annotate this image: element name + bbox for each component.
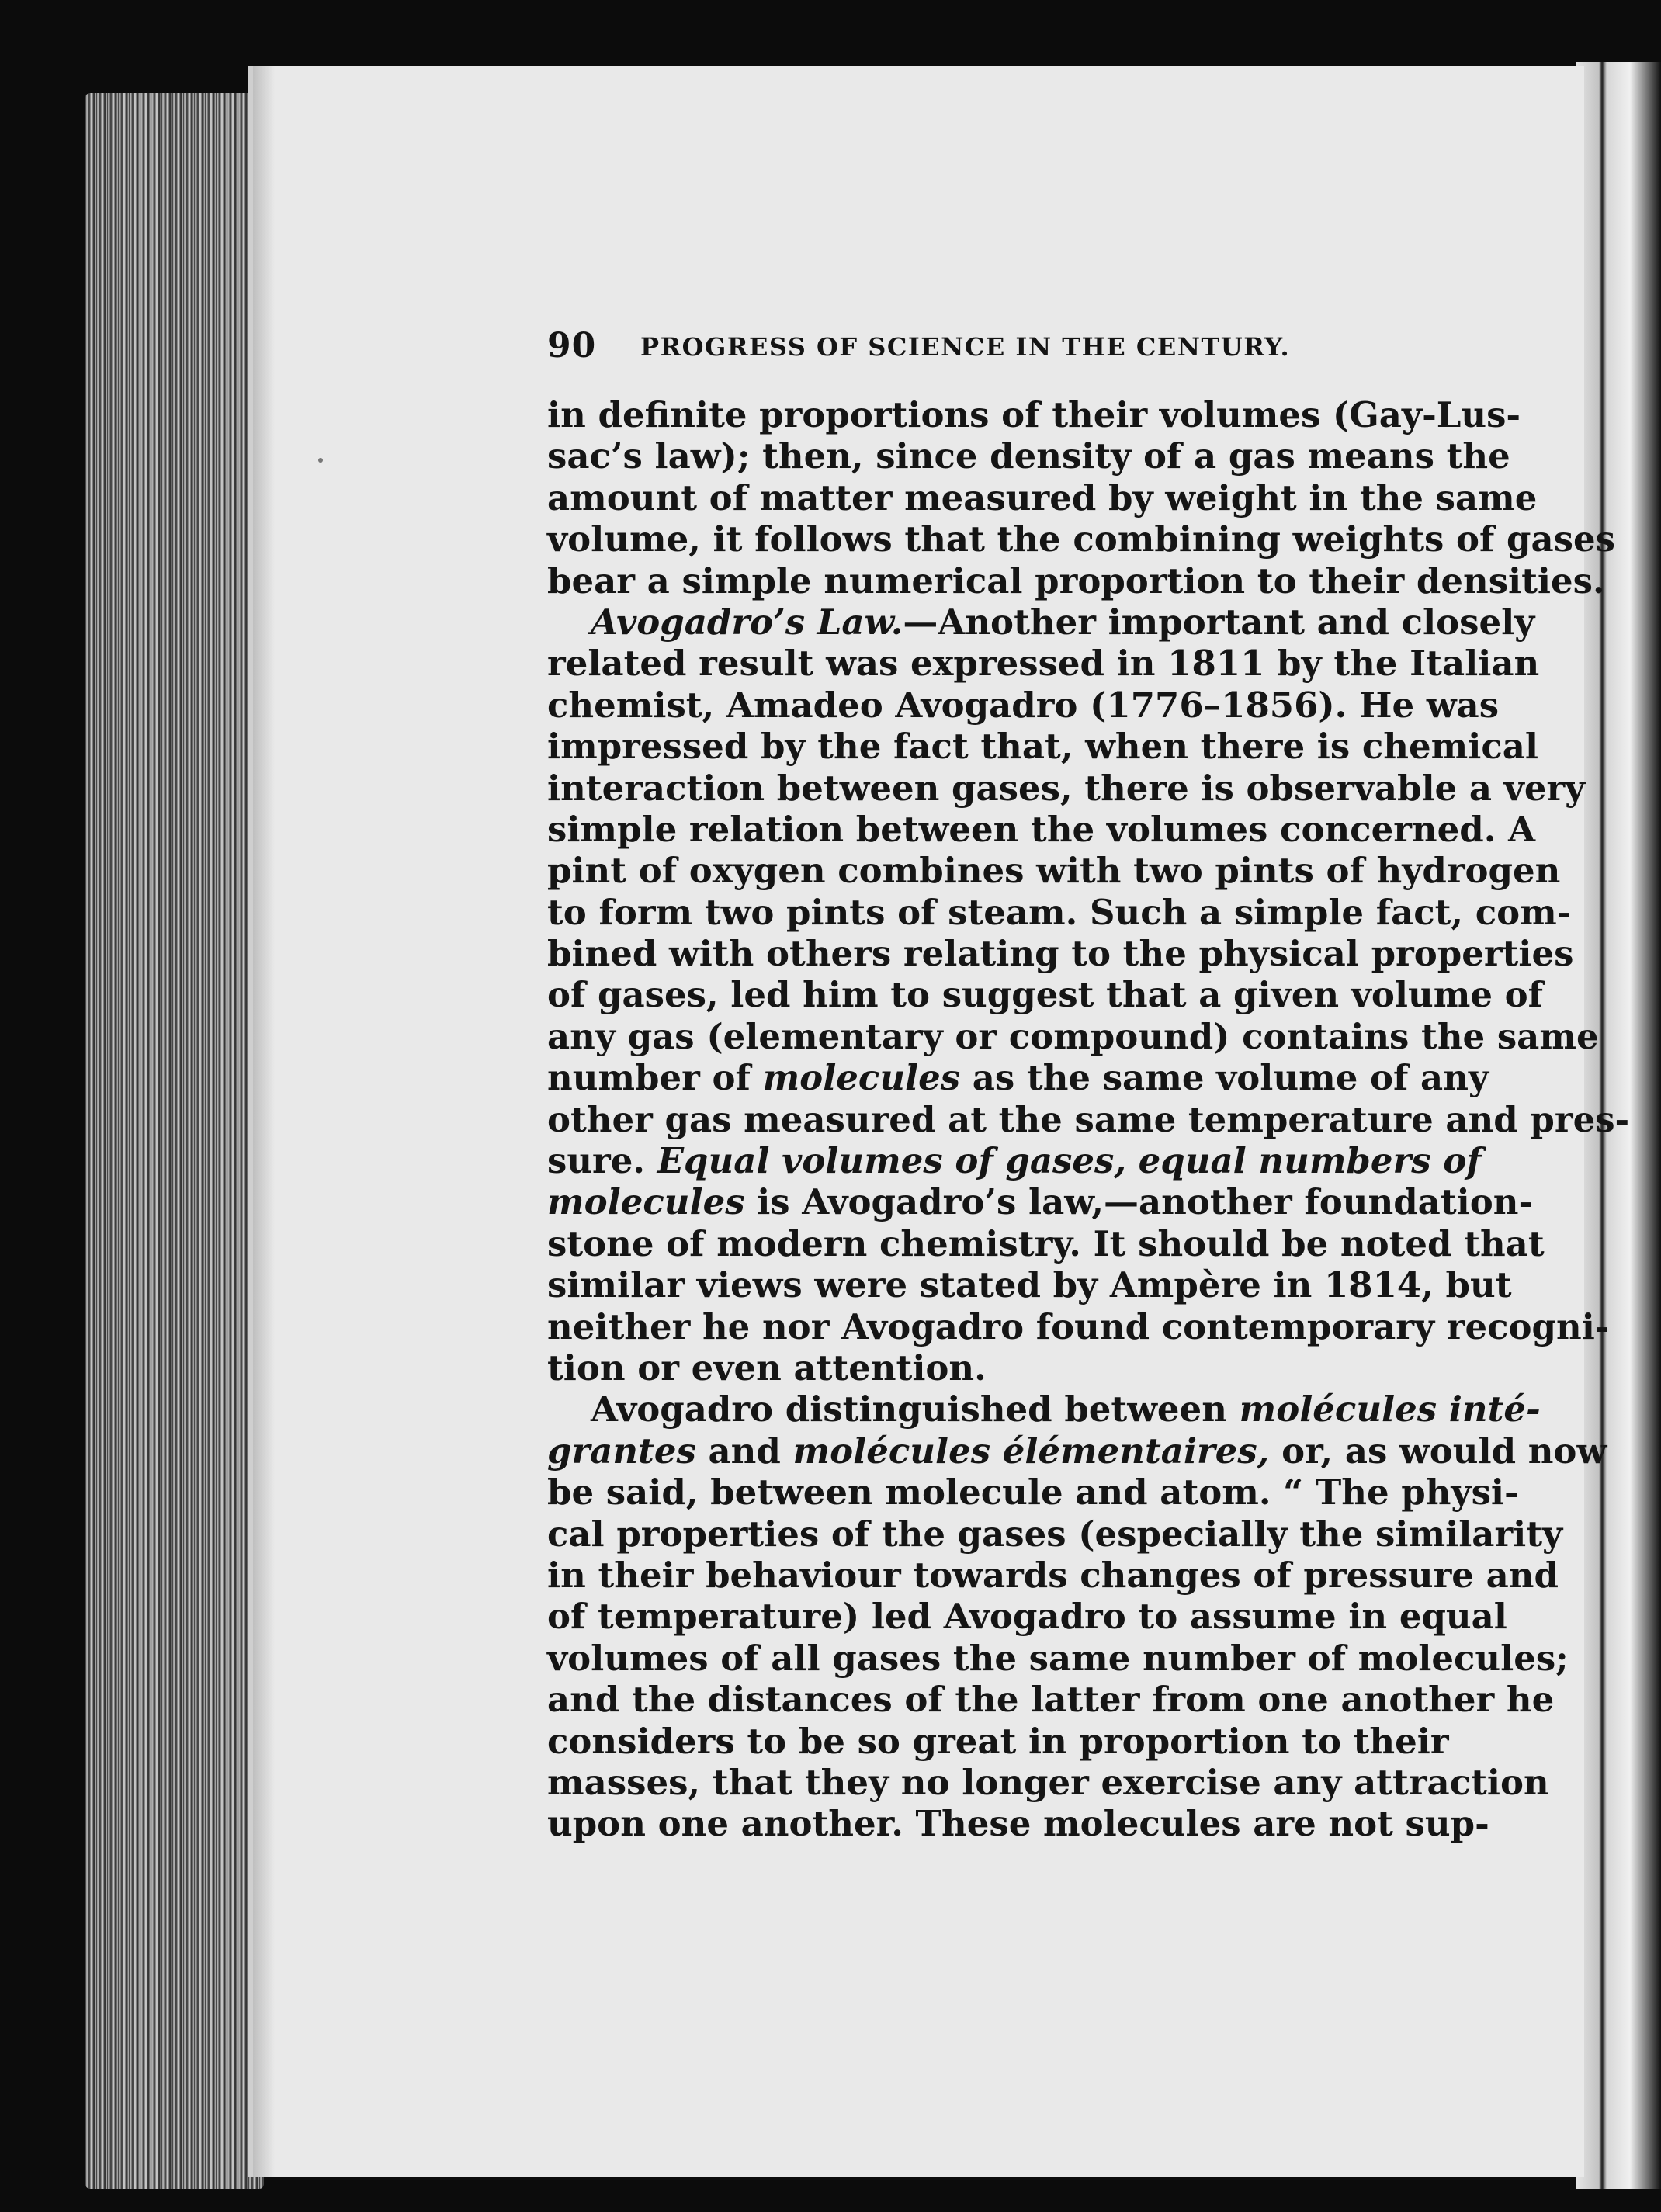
text-segment: is Avogadro’s law,—another foundation- — [744, 1181, 1534, 1223]
text-segment: upon one another. These molecules are not sup- — [547, 1803, 1489, 1845]
text-segment: bined with others relating to the physical properties — [547, 933, 1574, 975]
page-number: 90 — [547, 326, 597, 366]
text-line — [547, 435, 1510, 477]
text-line — [547, 518, 1615, 560]
text-segment: similar views were stated by Ampère in 1814, but — [547, 1264, 1512, 1306]
text-segment: Avogadro distinguished between — [591, 1389, 1240, 1430]
text-segment: considers to be so great in proportion to their — [547, 1720, 1449, 1762]
text-segment: in their behaviour towards changes of pressure and — [547, 1554, 1559, 1596]
text-line — [547, 1264, 1512, 1306]
scan-speck — [318, 458, 323, 463]
text-line — [547, 1140, 1482, 1182]
text-line — [547, 1679, 1555, 1721]
text-segment: related result was expressed in 1811 by the Italian — [547, 643, 1540, 685]
italic-text: molécules élémentaires, — [792, 1430, 1270, 1472]
italic-text: Avogadro’s Law. — [591, 601, 903, 643]
text-segment: stone of modern chemistry. It should be noted that — [547, 1222, 1545, 1264]
text-segment: other gas measured at the same temperature and pres- — [547, 1098, 1630, 1140]
text-segment: volumes of all gases the same number of molecules; — [547, 1637, 1569, 1679]
text-segment: of gases, led him to suggest that a given volume of — [547, 974, 1544, 1016]
text-line — [547, 1430, 1607, 1472]
text-segment: cal properties of the gases (especially the similarity — [547, 1513, 1563, 1555]
italic-text: grantes — [547, 1430, 696, 1472]
text-segment: be said, between molecule and atom. “ The physi- — [547, 1472, 1519, 1513]
text-segment: impressed by the fact that, when there is chemical — [547, 726, 1538, 768]
text-segment: —Another important and closely — [903, 601, 1535, 643]
text-segment: tion or even attention. — [547, 1347, 987, 1389]
text-line — [547, 684, 1500, 726]
text-segment: masses, that they no longer exercise any attraction — [547, 1761, 1549, 1803]
text-line — [547, 1347, 1448, 1389]
text-line — [547, 1554, 1559, 1596]
text-line — [547, 394, 1521, 435]
text-segment: number of — [547, 1057, 763, 1099]
text-line — [547, 808, 1535, 850]
text-segment: interaction between gases, there is observable a very — [547, 767, 1586, 809]
text-segment: any gas (elementary or compound) contains the same — [547, 1015, 1599, 1057]
text-line — [547, 1761, 1549, 1803]
text-segment: of temperature) led Avogadro to assume in equal — [547, 1596, 1507, 1638]
text-line — [547, 1389, 1541, 1430]
text-line — [547, 643, 1540, 685]
text-line — [547, 477, 1538, 518]
text-segment: or, as would now — [1269, 1430, 1607, 1472]
text-segment: pint of oxygen combines with two pints of hydrogen — [547, 850, 1561, 892]
text-line — [547, 601, 1535, 643]
text-segment: and — [695, 1430, 793, 1472]
text-segment: bear a simple numerical proportion to their densities. — [547, 560, 1605, 602]
text-segment: sure. — [547, 1140, 657, 1182]
text-segment: volume, it follows that the combining weights of gases — [547, 518, 1615, 560]
text-segment: chemist, Amadeo Avogadro (1776–1856). He was — [547, 684, 1500, 726]
italic-text: molecules — [547, 1181, 745, 1223]
text-line — [547, 1472, 1519, 1513]
text-segment: to form two pints of steam. Such a simple fact, com- — [547, 891, 1572, 933]
text-line — [547, 1222, 1545, 1264]
gutter-shadow — [253, 66, 275, 2177]
text-line — [547, 560, 1605, 602]
body-text — [547, 394, 1630, 1845]
text-line — [547, 974, 1544, 1016]
italic-text: Equal volumes of gases, equal numbers of — [657, 1140, 1482, 1182]
italic-text: molecules — [762, 1057, 961, 1099]
text-segment: amount of matter measured by weight in the same — [547, 477, 1538, 518]
text-segment: as the same volume of any — [960, 1057, 1489, 1099]
text-segment: and the distances of the latter from one another he — [547, 1679, 1555, 1721]
text-line — [547, 1721, 1448, 1762]
page-header — [547, 326, 1448, 373]
italic-text: molécules inté- — [1239, 1389, 1541, 1430]
text-segment: sac’s law); then, since density of a gas means the — [547, 435, 1510, 477]
text-line — [547, 850, 1561, 892]
text-line — [547, 933, 1574, 975]
text-line — [547, 1803, 1489, 1845]
text-line — [547, 1098, 1630, 1140]
text-line — [547, 767, 1586, 809]
book-page-edges — [85, 93, 264, 2189]
text-line — [547, 1181, 1534, 1223]
text-line — [547, 1637, 1569, 1679]
text-segment: neither he nor Avogadro found contemporary recogni- — [547, 1305, 1610, 1347]
text-segment: simple relation between the volumes concerned. A — [547, 808, 1535, 850]
running-head: PROGRESS OF SCIENCE IN THE CENTURY. — [640, 332, 1291, 362]
text-line — [547, 1015, 1599, 1057]
text-line — [547, 1596, 1507, 1638]
text-line — [547, 891, 1572, 933]
text-line — [547, 1305, 1610, 1347]
text-line — [547, 726, 1538, 768]
text-line — [547, 1513, 1563, 1555]
text-line — [547, 1057, 1489, 1099]
text-segment: in definite proportions of their volumes (Gay-Lus- — [547, 394, 1521, 435]
